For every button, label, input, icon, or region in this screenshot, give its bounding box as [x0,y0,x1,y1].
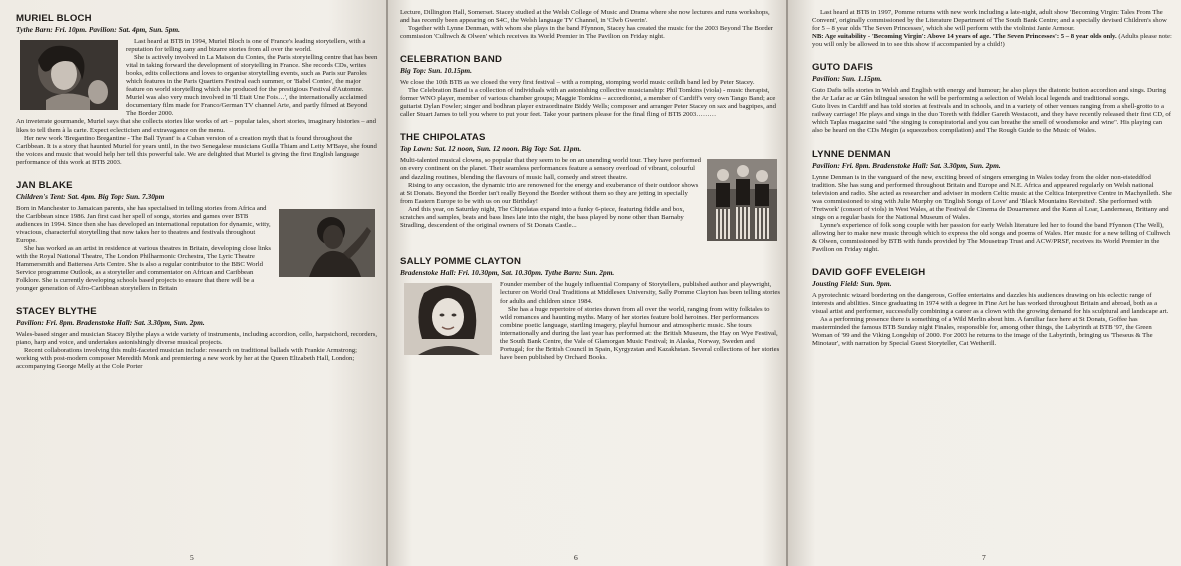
heading-jan-blake: JAN BLAKE [16,179,73,191]
denman-para-2: Lynne's experience of folk song couple with her passion for early Welsh literature led her to found the band Ffynnon (The Well), allowing her to make new music through which to express the old songs and poems of Wales. Her music for a new telling of Culhwch & Olwen, commissioned by BTB with funds provided by The Mousetrap Trust and ACW/PRSF, receives its World Premier in the Pavilion on Friday night. [812,221,1171,253]
page-5 [0,0,386,566]
celebration-para-1: We close the 10th BTB as we closed the very first festival – with a romping, stomping world music ceilidh band led by Peter Stacey. [400,79,755,87]
times-chipolatas: Top Lawn: Sat. 12 noon, Sun. 12 noon. Big Top: Sat. 11pm. [400,144,582,154]
clayton-para-2: She has a huge repertoire of stories drawn from all over the world, ranging from witty folktales to wild romances and haunting myths. Many of her stories feature bold heroines. Her performances combine poetic language, startling imagery, playful humour and atmospheric music. She tours internationally and during the last year has performed at: the British Museum, the Hay on Wye Festival, the South Bank Centre, the Vale of Glamorgan Music Festival; in Alaska, Norway, Sweden and Portugal; for the British Council in Spain, Kyrgyzstan and Kazakhstan. Several collections of her stories have been published by Orchard Books. [500,305,780,361]
bloch-para-2: She is actively involved in La Maison du Contes, the Paris storytelling centre that has been vital in taking forward the development of storytelling in France. She records CDs, writes books, edits collections and loves to organise storytelling events, such as Paris sur Paroles which features in the Paris Quartiers Festival each summer, or 'Babel Contes', the major feature on world storytelling which she produced for the prestigious Festival d'Automne. Muriel was also very much involved in 'Il Etait Une Fois…', the internationally acclaimed documentary film made for Franco/German TV channel Arte, and partly filmed at Beyond The Border 2000. [126,54,378,118]
photo-muriel-bloch [20,40,118,110]
times-jan-blake: Children's Tent: Sat. 4pm. Big Top: Sun. 7.30pm [16,191,165,201]
portrait-sally-pomme-clayton-image [404,283,492,355]
age-note-bold: NB: Age suitability - 'Becoming Virgin': Above 14 years of age. 'The Seven Princesses': 5 – 8 year olds only. [812,33,1117,41]
bloch-para-1: Last heard at BTB in 1994, Muriel Bloch is one of France's leading storytellers, with a reputation for telling zany and bizarre stories from all over the world. [126,38,366,54]
times-stacey-blythe: Pavilion: Fri. 8pm. Bradenstoke Hall: Sat. 3.30pm, Sun. 2pm. [16,318,205,328]
page-number-6: 6 [574,553,578,562]
heading-chipolatas: THE CHIPOLATAS [400,132,486,144]
portrait-muriel-bloch-image [20,40,118,110]
eveleigh-para-1: A pyrotechnic wizard bordering on the dangerous, Goffee entertains and dazzles his audiences drawing on his eclectic range of interests and abilities. Since graduating in 1974 with a degree in Fine Art he has worked throughout Britain and abroad, both as a visual artist and performer, successfully combining a career as a clown with the growing demand for his sculptural and landscape art. [812,291,1169,316]
blythe-continued-2: Together with Lynne Denman, with whom she plays in the band Ffynnon, Stacey has created the music for the 2003 Beyond The Border commission 'Culhwch & Olwen' which receives its World Premier in The Pavilion on Friday night. [400,25,773,41]
heading-david-goff-eveleigh: DAVID GOFF EVELEIGH [812,266,926,278]
page-number-5: 5 [190,553,194,562]
bloch-para-3: An inveterate gourmande, Muriel says that she collects stories like works of art – popular tales, short stories, imaginary histories – and likes to tell them à la carte. Expect eclecticism and extravagance on the menu. [16,118,376,134]
heading-celebration-band: CELEBRATION BAND [400,54,503,66]
times-david-goff-eveleigh: Jousting Field: Sun. 9pm. [812,278,892,288]
celebration-para-2: The Celebration Band is a collection of individuals with an astonishing collective musicianship: Phil Tomkins (viola) - music therapist, former WNO player, member of various chamber groups; Maggie Tomkins – accordionist, a member of Cardiff's very own Tango Band; ace guitarist Dylan Fowler; singer and bodhran player extraordinaire Biddy Wells; composer and arranger Peter Stacey on sax and bagpipes, and caller Stuart James to tell you where to put your feet. Take your partners please for the final fling of BTB 2003……… [400,87,776,119]
page-number-7: 7 [982,553,986,562]
age-note [812,33,1173,49]
heading-muriel-bloch: MURIEL BLOCH [16,13,92,24]
eveleigh-para-2: As a performing presence there is something of a Wild Merlin about him. A familiar face here at St Donats, Goffee has masterminded the famous BTB Sunday night Finales, responsible for, among other things, the Labyrinth at BTB '97, the Green Woman of '99 and the Viking Longship of 2000. For 2003 he returns to the image of the Labyrinth, bringing us 'Theseus & The Minotaur', with narration by Special Guest Storyteller, Cat Wetherill. [812,316,1153,348]
times-lynne-denman: Pavilion: Fri. 8pm. Bradenstoke Hall: Sat. 3.30pm, Sun. 2pm. [812,160,1001,170]
heading-guto-dafis: GUTO DAFIS [812,62,873,74]
pomme-continued: Last heard at BTB in 1997, Pomme returns with new work including a late-night, adult show 'Becoming Virgin: Tales From The Convent', originally commissioned by the Literature Department of The South Bank Centre; and a specially devised Children's show for 5 – 8 year olds 'The Seven Princesses', which she will perform with the violinist Janie Armour. [812,9,1167,33]
chipolatas-para-2: Rising to any occasion, the dynamic trio are renowned for the energy and exuberance of their outdoor shows at St Donats. Beyond the Border isn't really Beyond the Border without them so they are jetting in specially from Eastern Europe to be with us on our Birthday! [400,181,699,205]
blake-para-1: Born in Manchester to Jamaican parents, she has specialised in telling stories from Africa and the Caribbean since 1986. Jan first cast her spell of songs, stories and games over BTB audiences in 1994. Since then she has developed an international reputation for dynamic, witty, vivacious, characterful storytelling that now takes her to theatres and festivals throughout Europe. [16,204,271,244]
dafis-para-1: Guto Dafis tells stories in Welsh and English with energy and humour; he also plays the diatonic button accordion and sings. During the Ar Lafar ac ar Gân bilingual session he will be performing a selection of Welsh local legends and traditional songs. [812,87,1166,103]
photo-sally-pomme-clayton [404,283,492,355]
times-muriel-bloch: Tythe Barn: Fri. 10pm. Pavilion: Sat. 4pm, Sun. 5pm. [16,25,180,34]
bloch-para-4: Her new work 'Bregantino Bregantine - The Ball Tyrant' is a Cuban version of a creation myth that is found throughout the Caribbean. It is a story that haunted Muriel for years until, in the two Senegalese musicians Guilla Thiam and Leity M'Baye, she found the voices and music that would help her tell this powerful tale. We are delighted that Muriel is giving the first English language performance of this work at BTB 2003. [16,134,377,166]
chipolatas-para-1: Multi-talented musical clowns, so popular that they seem to be on an unending world tour. They have performed on every continent on the planet. Their seamless performances feature a sensory overload of vibrant, colourful and dazzling routines, blending the flavours of music hall, comedy and street theatre. [400,157,701,181]
page-7 [788,0,1181,566]
page-6 [388,0,786,566]
blythe-para-2: Recent collaborations involving this multi-faceted musician include: research on traditional ballads with Frankie Armstrong; working with post-modern composer Meredith Monk and premiering a new work by her at the Queen Elizabeth Hall, London; accompanying George Melly at the Cole Porter [16,347,357,371]
photo-jan-blake [279,209,375,277]
dafis-para-2: Guto lives in Cardiff and has told stories at festivals and in schools, and in a variety of other venues ranging from a shell-grotto to a railway carriage! He plays and sings in the duo Toreth with fiddler Gareth Westacott, and they have recently released their first CD, of which Taplas magazine said "the singing is conspiratorial and you can breathe the smell of woodsmoke and wine". His playing can also be heard on the CDs Megin (a squeezebox compilation) and The Rough Guide to the Music of Wales. [812,103,1172,135]
blake-para-2: She has worked as an artist in residence at various theatres in Britain, developing close links with the Royal National Theatre, The London Philharmonic Orchestra, The Lyric Theatre Hammersmith and Battersea Arts Centre. She is also a regular contributor to the BBC World Service programme Outlook, as a storyteller and commentator on African and Caribbean Folklore. She is currently developing schools based projects to ensure that there will be a younger generation of Afro-Caribbean storytellers in Britain [16,244,271,293]
times-celebration-band: Big Top: Sun. 10.15pm. [400,66,473,76]
age-note-rest: (Adults please note: you will only be allowed in to see this show if accompanied by a child!) [812,33,1172,49]
denman-para-1: Lynne Denman is in the vanguard of the new, exciting breed of singers emerging in Wales today from the older non-eisteddfod tradition. She has sung and performed throughout Britain and Europe and N.E. Africa and appeared regularly on Welsh national television and radio. She acted as researcher and adviser in modern Celtic music at the Celtica Interpretive Centre in Machynlleth. She was commissioned to sing with Julie Murphy on 'English Songs of Love' and 'Black Mountains Revisited'. She performed with 'Fretwork' (consort of viols) in West Wales, at the Festival de Cinema de Douarnenez and the Kann al Loar, Landerneau, Brittany and sings on a regular basis for the National Museum of Wales. [812,173,1172,221]
chipolatas-group-image [707,159,777,241]
heading-stacey-blythe: STACEY BLYTHE [16,306,97,318]
heading-sally-pomme-clayton: SALLY POMME CLAYTON [400,256,522,268]
photo-chipolatas [707,159,777,241]
clayton-para-1: Founder member of the hugely influential Company of Storytellers, published author and playwright, lecturer on World Oral Traditions at Middlesex University, Sally Pomme Clayton has been telling stories for adults and children since 1984. [500,281,780,305]
portrait-jan-blake-image [279,209,375,277]
blythe-para-1: Wales-based singer and musician Stacey Blythe plays a wide variety of instruments, including accordion, cello, harpsichord, recorders, piano, harp and voice, and undertakes astonishingly diverse musical projects. [16,331,378,347]
heading-lynne-denman: LYNNE DENMAN [812,148,891,160]
blythe-continued-1: Lecture, Dillington Hall, Somerset. Stacey studied at the Welsh College of Music and Drama where she now lectures and runs workshops, and has recently been appearing on S4C, the Welsh language TV Channel, in 'Clwb Gwerin'. [400,9,770,25]
times-guto-dafis: Pavilion: Sun. 1.15pm. [812,74,883,84]
times-sally-pomme-clayton: Bradenstoke Hall: Fri. 10.30pm, Sat. 10.30pm. Tythe Barn: Sun. 2pm. [400,268,615,278]
chipolatas-para-3: And this year, on Saturday night, The Chipolatas expand into a funky 6-piece, featuring fiddle and box, scratches and samples, beats and bass lines late into the night, the bass played by none other than Barnaby Stradling, descendent of the original owners of St Donats Castle... [400,205,685,229]
